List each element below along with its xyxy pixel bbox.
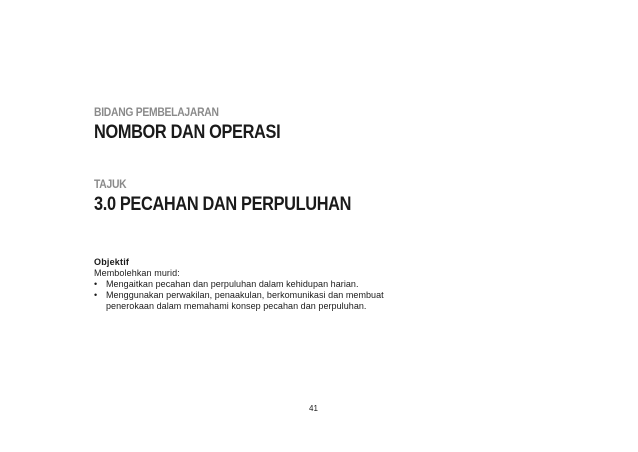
- objective-text: Menggunakan perwakilan, penaakulan, berkomunikasi dan membuat penerokaan dalam memahami konsep pecahan dan perpuluhan.: [106, 290, 384, 311]
- topic-label: TAJUK: [94, 177, 127, 191]
- learning-area-title: NOMBOR DAN OPERASI: [94, 122, 281, 143]
- topic-title: 3.0 PECAHAN DAN PERPULUHAN: [94, 194, 352, 215]
- objectives-section: [94, 257, 424, 312]
- bullet-icon: •: [94, 290, 98, 300]
- objectives-intro: Membolehkan murid:: [94, 268, 180, 278]
- objectives-heading: Objektif: [94, 257, 130, 267]
- objective-item: [94, 279, 424, 290]
- objective-text: Mengaitkan pecahan dan perpuluhan dalam kehidupan harian.: [106, 279, 359, 289]
- bullet-icon: •: [94, 279, 98, 289]
- objectives-list: [94, 279, 424, 312]
- learning-area-label: BIDANG PEMBELAJARAN: [94, 105, 219, 119]
- page-number: 41: [309, 404, 318, 413]
- objective-item: [94, 290, 424, 312]
